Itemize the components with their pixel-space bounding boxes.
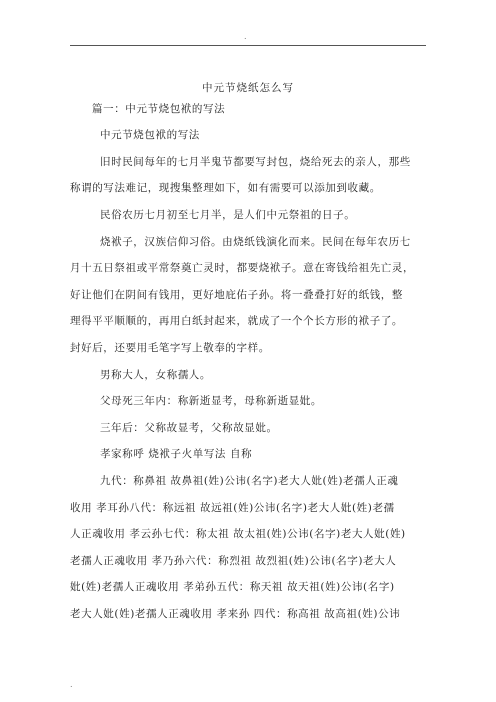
section-heading: 篇一：中元节烧包袱的写法 [92, 103, 226, 115]
subheading: 中元节烧包袱的写法 [100, 129, 200, 141]
paragraph-line: 理得平平顺顺的，再用白纸封起来，就成了一个个长方形的袱子了。 [70, 315, 403, 327]
paragraph-line: 妣(姓)老孺人正魂收用 孝弟孙五代：称天祖 故天祖(姓)公讳(名字) [70, 581, 395, 593]
paragraph-line: 三年后：父称故显考，父称故显妣。 [100, 422, 278, 434]
paragraph-line: 男称大人，女称孺人。 [100, 369, 211, 381]
header-mark: . [244, 32, 247, 41]
page-title: 中元节烧纸怎么写 [202, 82, 294, 94]
paragraph-line: 旧时民间每年的七月半鬼节都要写封包，烧给死去的亲人，那些 [100, 156, 411, 168]
paragraph-line: 烧袱子，汉族信仰习俗。由烧纸钱演化而来。民间在每年农历七 [100, 236, 411, 248]
footer-mark: . [70, 680, 73, 689]
header-rule [70, 45, 426, 46]
paragraph-line: 民俗农历七月初至七月半，是人们中元祭祖的日子。 [100, 209, 356, 221]
paragraph-line: 收用 孝耳孙八代：称远祖 故远祖(姓)公讳(名字)老大人妣(姓)老孺 [70, 502, 395, 514]
paragraph-line: 月十五日祭祖或平常祭奠亡灵时，都要烧袱子。意在寄钱给祖先亡灵， [70, 262, 415, 274]
paragraph-line: 称谓的写法难记，现搜集整理如下，如有需要可以添加到收藏。 [70, 182, 381, 194]
paragraph-line: 封好后，还要用毛笔字写上敬奉的字样。 [70, 342, 270, 354]
paragraph-line: 好让他们在阴间有钱用，更好地庇佑子孙。将一叠叠打好的纸钱，整 [70, 289, 403, 301]
paragraph-line: 老孺人正魂收用 孝乃孙六代：称烈祖 故烈祖(姓)公讳(名字)老大人 [70, 555, 397, 567]
paragraph-line: 九代：称鼻祖 故鼻祖(姓)公讳(名字)老大人妣(姓)老孺人正魂 [100, 475, 399, 487]
paragraph-line: 人正魂收用 孝云孙七代：称太祖 故太祖(姓)公讳(名字)老大人妣(姓) [70, 528, 406, 540]
paragraph-line: 老大人妣(姓)老孺人正魂收用 孝来孙 四代：称高祖 故高祖(姓)公讳 [70, 608, 401, 620]
paragraph-line: 父母死三年内：称新逝显考，母称新逝显妣。 [100, 395, 322, 407]
paragraph-line: 孝家称呼 烧袱子火单写法 自称 [100, 448, 253, 460]
